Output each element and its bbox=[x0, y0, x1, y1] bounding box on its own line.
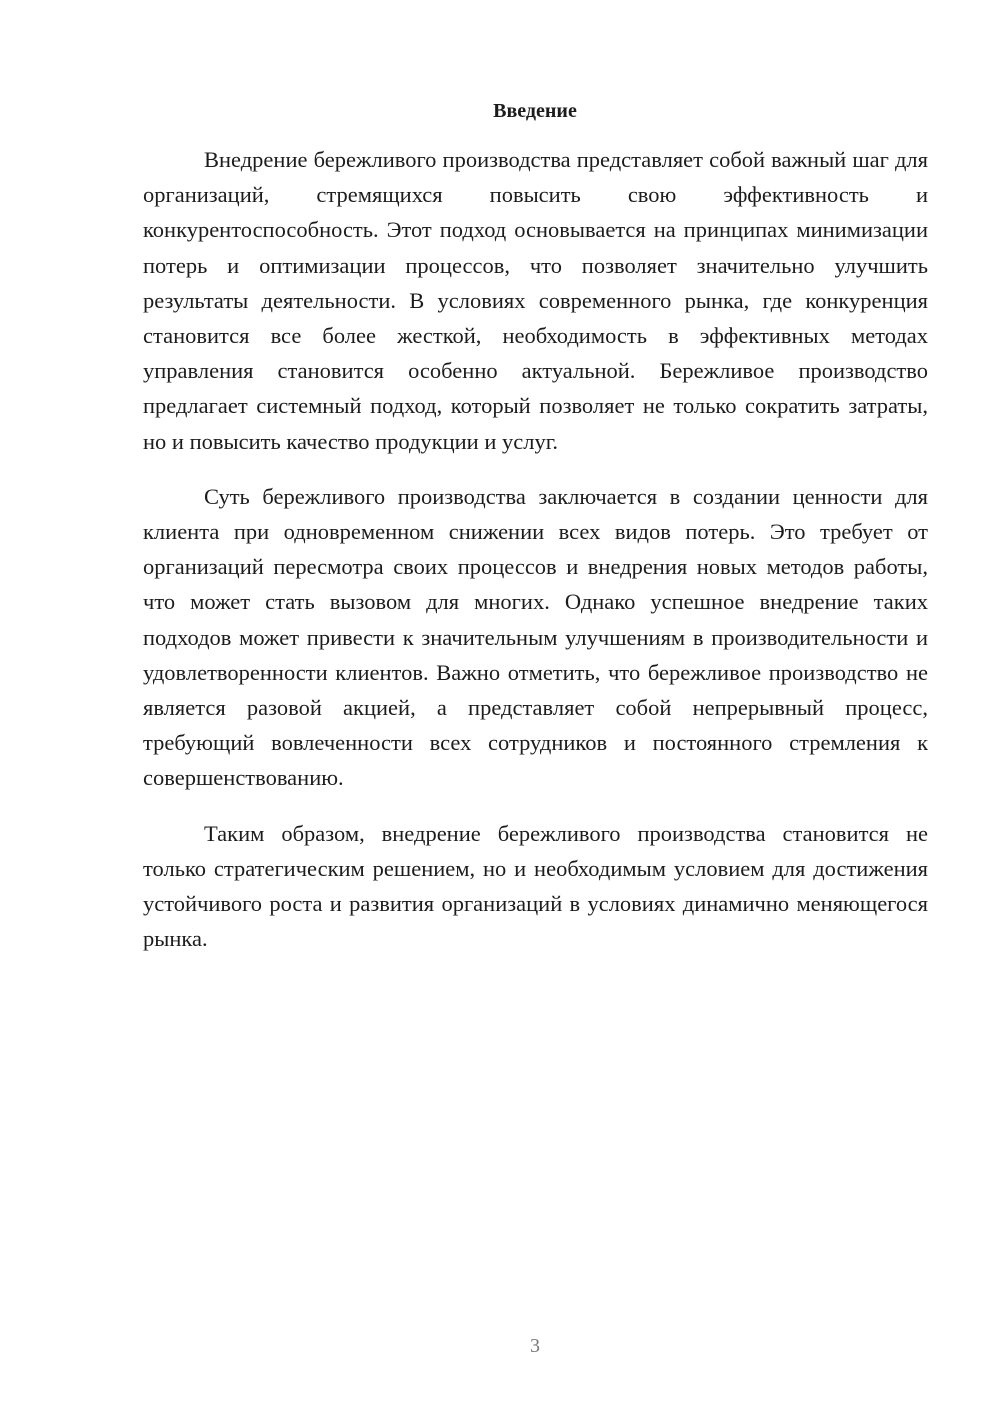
paragraph-2: Суть бережливого производства заключается в создании ценности для клиента при одновременном снижении всех видов потерь. Это требует от организаций пересмотра своих процессов и внедрения новых методов работы, что может стать вызовом для многих. Однако успешное внедрение таких подходов может привести к значительным улучшениям в производительности и удовлетворенности клиентов. Важно отметить, что бережливое производство не является разовой акцией, а представляет собой непрерывный процесс, требующий вовлеченности всех сотрудников и постоянного стремления к совершенствованию. bbox=[143, 483, 928, 791]
page-number: 3 bbox=[530, 1335, 540, 1357]
section-heading: Введение bbox=[493, 100, 577, 122]
body-text bbox=[143, 142, 928, 976]
paragraph-3: Таким образом, внедрение бережливого производства становится не только стратегическим решением, но и необходимым условием для достижения устойчивого роста и развития организаций в условиях динамично меняющегося рынка. bbox=[143, 820, 928, 952]
paragraph-1: Внедрение бережливого производства представляет собой важный шаг для организаций, стремящихся повысить свою эффективность и конкурентоспособность. Этот подход основывается на принципах минимизации потерь и оптимизации процессов, что позволяет значительно улучшить результаты деятельности. В условиях современного рынка, где конкуренция становится все более жесткой, необходимость в эффективных методах управления становится особенно актуальной. Бережливое производство предлагает системный подход, который позволяет не только сократить затраты, но и повысить качество продукции и услуг. bbox=[143, 147, 928, 454]
